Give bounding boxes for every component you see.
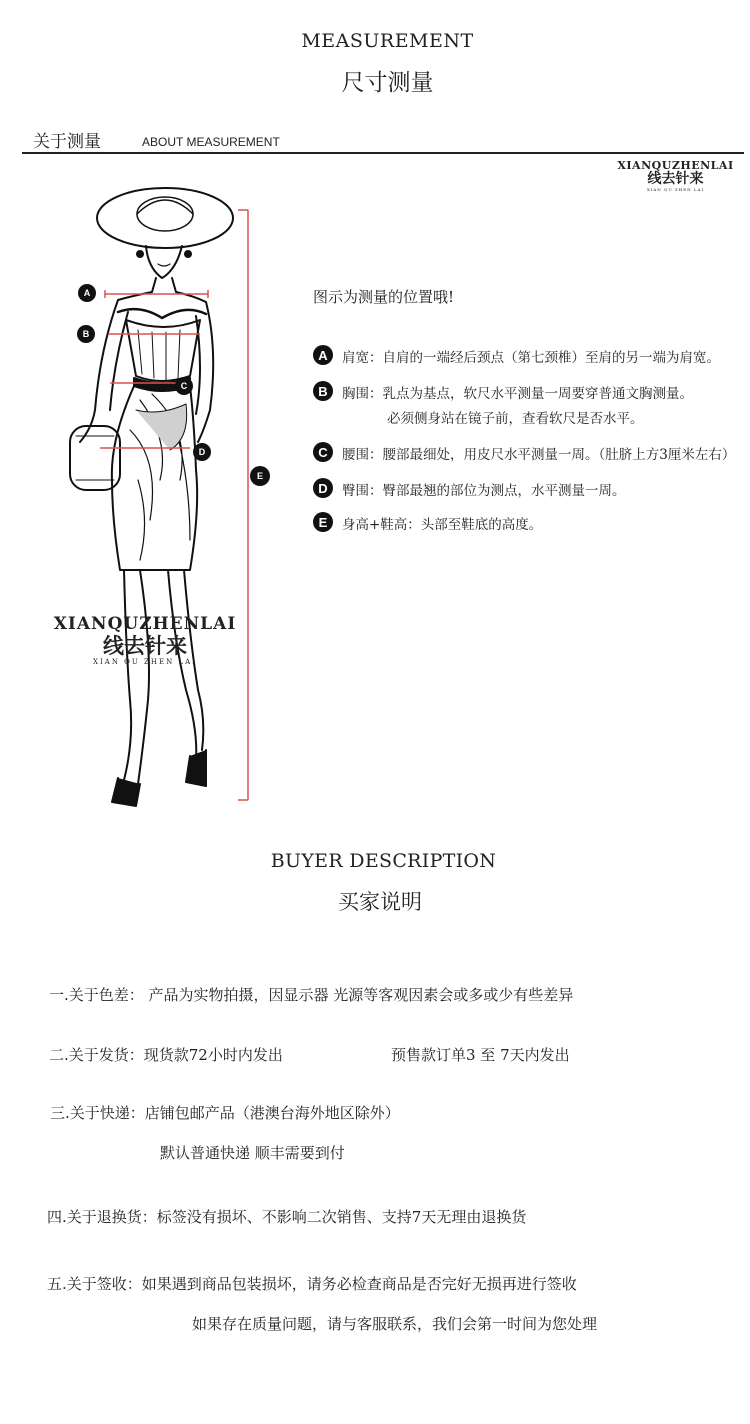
brand-name-en: XIANQUZHENLAI xyxy=(617,159,734,172)
about-label-en: ABOUT MEASUREMENT xyxy=(142,135,280,149)
brand-logo-top xyxy=(608,159,743,192)
about-label-cn: 关于测量 xyxy=(33,132,101,152)
fashion-figure-illustration xyxy=(40,180,280,820)
measurement-item-height xyxy=(313,513,542,533)
buyer-note-shipping: 二.关于发货：现货款72小时内发出 xyxy=(49,1046,283,1064)
measurement-item-waist xyxy=(313,443,735,463)
brand-pinyin: XIAN QU ZHEN LAI xyxy=(646,187,705,192)
svg-text:C: C xyxy=(180,381,188,391)
measurement-text-continued: 必须侧身站在镜子前，查看软尺是否水平。 xyxy=(387,411,644,427)
measurement-item-hip xyxy=(313,479,626,499)
page-title-en: MEASUREMENT xyxy=(301,30,474,52)
buyer-note-courier: 三.关于快递：店铺包邮产品（港澳台海外地区除外） xyxy=(50,1104,400,1122)
brand-logo-watermark xyxy=(40,614,250,666)
marker-e xyxy=(250,466,270,486)
brand-name-en: XIANQUZHENLAI xyxy=(53,614,237,634)
badge-e: E xyxy=(313,512,333,532)
buyer-note-receipt: 五.关于签收：如果遇到商品包装损坏，请务必检查商品是否完好无损再进行签收 xyxy=(47,1275,577,1293)
badge-d: D xyxy=(313,478,333,498)
measurement-text: 腰围：腰部最细处，用皮尺水平测量一周。（肚脐上方3厘米左右） xyxy=(342,447,736,463)
measurement-text: 肩宽：自肩的一端经后颈点（第七颈椎）至肩的另一端为肩宽。 xyxy=(342,350,720,366)
buyer-note-courier-detail: 默认普通快递 顺丰需要到付 xyxy=(160,1144,345,1162)
badge-a: A xyxy=(313,345,333,365)
buyer-note-color: 一.关于色差： 产品为实物拍摄，因显示器 光源等客观因素会或多或少有些差异 xyxy=(49,986,574,1004)
marker-a xyxy=(78,284,96,302)
badge-b: B xyxy=(313,381,333,401)
measurement-text: 臀围：臀部最翘的部位为测点，水平测量一周。 xyxy=(342,483,626,499)
measurement-item-shoulder xyxy=(313,346,720,366)
brand-name-cn: 线去针来 xyxy=(647,171,704,187)
svg-text:B: B xyxy=(82,329,90,339)
badge-c: C xyxy=(313,442,333,462)
marker-d xyxy=(193,443,211,461)
buyer-note-presale: 预售款订单3 至 7天内发出 xyxy=(391,1046,570,1064)
section-divider xyxy=(22,152,744,154)
measurement-text: 身高+鞋高：头部至鞋底的高度。 xyxy=(342,517,543,533)
measurement-item-bust xyxy=(313,382,693,402)
svg-text:E: E xyxy=(256,471,264,481)
buyer-note-receipt-detail: 如果存在质量问题，请与客服联系，我们会第一时间为您处理 xyxy=(192,1315,598,1333)
buyer-note-returns: 四.关于退换货：标签没有损坏、不影响二次销售、支持7天无理由退换货 xyxy=(47,1208,527,1226)
marker-c xyxy=(175,377,193,395)
svg-text:A: A xyxy=(83,288,91,298)
measurement-text: 胸围：乳点为基点，软尺水平测量一周要穿普通文胸测量。 xyxy=(342,386,693,402)
brand-name-cn: 线去针来 xyxy=(103,633,187,658)
buyer-title-cn: 买家说明 xyxy=(338,890,422,914)
measurement-intro: 图示为测量的位置哦! xyxy=(313,288,455,306)
svg-text:D: D xyxy=(198,447,206,457)
page-title-cn: 尺寸测量 xyxy=(341,70,434,96)
brand-pinyin: XIAN QU ZHEN LAI xyxy=(93,658,197,666)
marker-b xyxy=(77,325,95,343)
buyer-title-en: BUYER DESCRIPTION xyxy=(270,850,497,872)
